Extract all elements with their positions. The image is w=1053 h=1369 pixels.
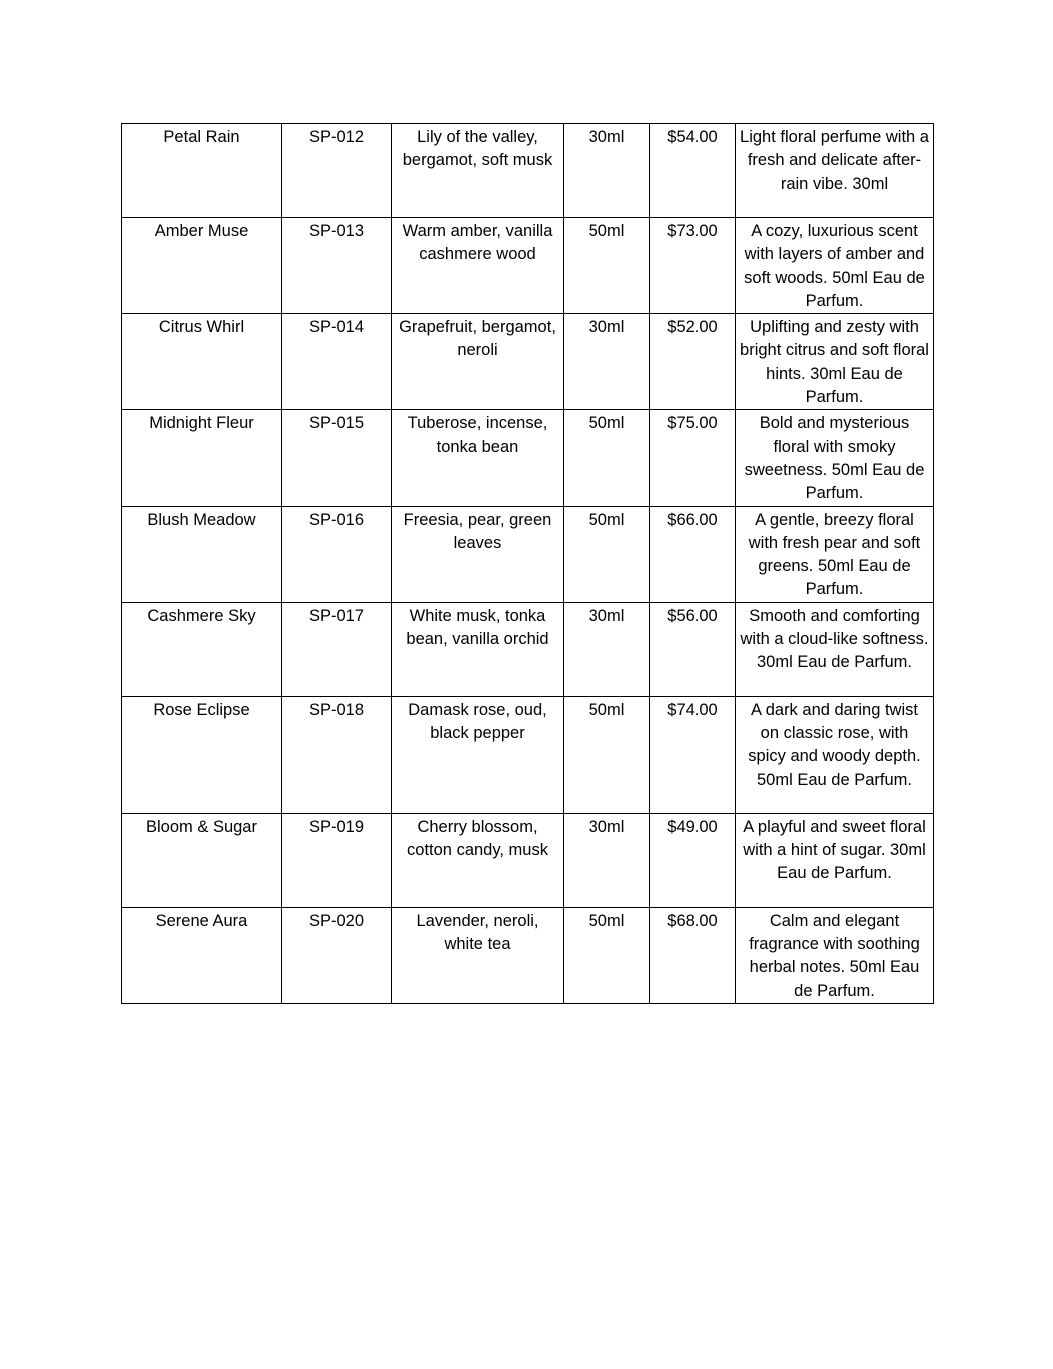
product-name-cell: Bloom & Sugar [122,813,282,907]
size-cell: 30ml [564,813,650,907]
scent-notes-cell: Damask rose, oud, black pepper [392,696,564,813]
product-name-cell: Petal Rain [122,124,282,218]
table-row [122,813,934,907]
table-row [122,124,934,218]
scent-notes-cell: Tuberose, incense, tonka bean [392,410,564,506]
price-cell: $68.00 [650,907,736,1003]
sku-cell: SP-018 [282,696,392,813]
product-name-cell: Amber Muse [122,218,282,314]
sku-cell: SP-017 [282,602,392,696]
scent-notes-cell: White musk, tonka bean, vanilla orchid [392,602,564,696]
table-row [122,506,934,602]
size-cell: 50ml [564,218,650,314]
product-name-cell: Rose Eclipse [122,696,282,813]
price-cell: $52.00 [650,314,736,410]
table-row [122,218,934,314]
scent-notes-cell: Cherry blossom, cotton candy, musk [392,813,564,907]
scent-notes-cell: Lily of the valley, bergamot, soft musk [392,124,564,218]
description-cell: Uplifting and zesty with bright citrus and soft floral hints. 30ml Eau de Parfum. [736,314,934,410]
description-cell: Smooth and comforting with a cloud-like softness. 30ml Eau de Parfum. [736,602,934,696]
sku-cell: SP-015 [282,410,392,506]
price-cell: $49.00 [650,813,736,907]
size-cell: 30ml [564,124,650,218]
description-cell: A gentle, breezy floral with fresh pear and soft greens. 50ml Eau de Parfum. [736,506,934,602]
price-cell: $66.00 [650,506,736,602]
description-cell: A dark and daring twist on classic rose, with spicy and woody depth. 50ml Eau de Parfum. [736,696,934,813]
price-cell: $54.00 [650,124,736,218]
size-cell: 30ml [564,314,650,410]
size-cell: 30ml [564,602,650,696]
description-cell: Calm and elegant fragrance with soothing herbal notes. 50ml Eau de Parfum. [736,907,934,1003]
table-row [122,314,934,410]
product-name-cell: Midnight Fleur [122,410,282,506]
size-cell: 50ml [564,506,650,602]
sku-cell: SP-012 [282,124,392,218]
price-cell: $75.00 [650,410,736,506]
product-name-cell: Citrus Whirl [122,314,282,410]
size-cell: 50ml [564,410,650,506]
table-row [122,907,934,1003]
sku-cell: SP-020 [282,907,392,1003]
product-table [121,123,934,1004]
table-row [122,602,934,696]
price-cell: $74.00 [650,696,736,813]
scent-notes-cell: Warm amber, vanilla cashmere wood [392,218,564,314]
scent-notes-cell: Freesia, pear, green leaves [392,506,564,602]
table-row [122,410,934,506]
product-name-cell: Serene Aura [122,907,282,1003]
scent-notes-cell: Grapefruit, bergamot, neroli [392,314,564,410]
description-cell: A playful and sweet floral with a hint of sugar. 30ml Eau de Parfum. [736,813,934,907]
price-cell: $56.00 [650,602,736,696]
price-cell: $73.00 [650,218,736,314]
description-cell: A cozy, luxurious scent with layers of amber and soft woods. 50ml Eau de Parfum. [736,218,934,314]
sku-cell: SP-016 [282,506,392,602]
scent-notes-cell: Lavender, neroli, white tea [392,907,564,1003]
table-row [122,696,934,813]
product-name-cell: Cashmere Sky [122,602,282,696]
product-name-cell: Blush Meadow [122,506,282,602]
size-cell: 50ml [564,907,650,1003]
description-cell: Light floral perfume with a fresh and delicate after-rain vibe. 30ml [736,124,934,218]
sku-cell: SP-013 [282,218,392,314]
description-cell: Bold and mysterious floral with smoky sweetness. 50ml Eau de Parfum. [736,410,934,506]
sku-cell: SP-019 [282,813,392,907]
size-cell: 50ml [564,696,650,813]
sku-cell: SP-014 [282,314,392,410]
